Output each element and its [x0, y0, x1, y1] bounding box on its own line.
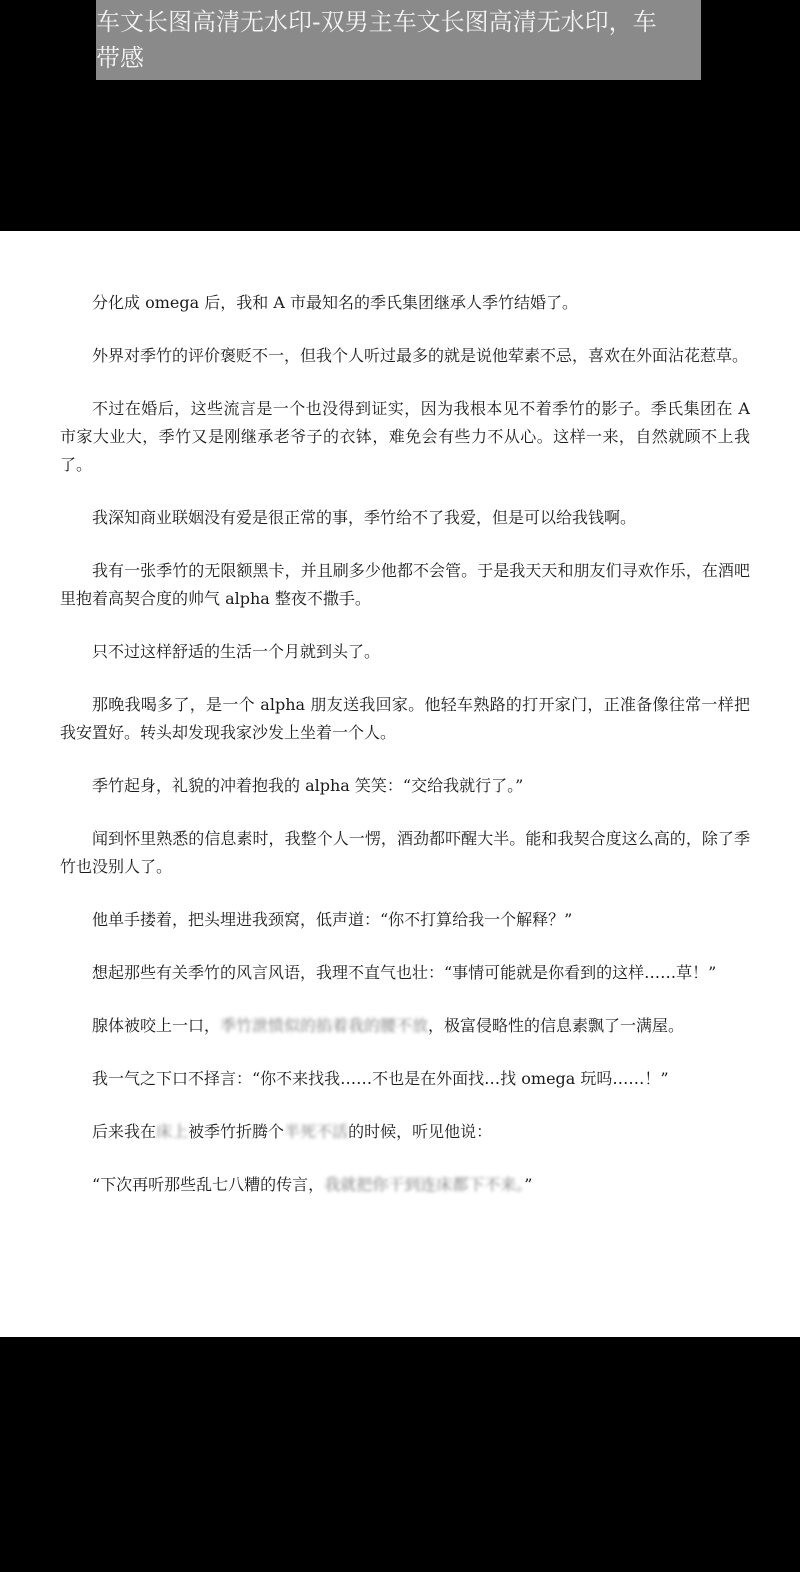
paragraph-12: [60, 1012, 750, 1040]
paragraph-14-blur2: 半死不活: [284, 1122, 349, 1141]
paragraph-1: 分化成 omega 后，我和 A 市最知名的季氏集团继承人季竹结婚了。: [92, 293, 578, 312]
paragraph-13: 我一气之下口不择言：“你不来找我……不也是在外面找…找 omega 玩吗……！”: [92, 1069, 669, 1088]
article-page: [0, 231, 800, 1337]
paragraph-2: 外界对季竹的评价褒贬不一，但我个人听过最多的就是说他荤素不忌，喜欢在外面沾花惹草。: [92, 346, 749, 365]
paragraph-6: 只不过这样舒适的生活一个月就到头了。: [92, 642, 381, 661]
article-text: [60, 289, 750, 1224]
paragraph-12-after: ，极富侵略性的信息素飘了一满屋。: [428, 1016, 685, 1035]
paragraph-5: 我有一张季竹的无限额黑卡，并且刷多少他都不会管。于是我天天和朋友们寻欢作乐，在酒吧里抱着高契合度的帅气 alpha 整夜不撒手。: [60, 561, 750, 608]
paragraph-14-blur1: 床上: [156, 1122, 189, 1141]
title-line-1: 车文长图高清无水印-双男主车文长图高清无水印，车: [96, 8, 657, 36]
paragraph-14-part3: 的时候，听见他说：: [348, 1122, 493, 1141]
paragraph-3: 不过在婚后，这些流言是一个也没得到证实，因为我根本见不着季竹的影子。季氏集团在 A 市家大业大，季竹又是刚继承老爷子的衣钵，难免会有些力不从心。这样一来，自然就顾不上我了。: [60, 399, 750, 474]
paragraph-14-part2: 被季竹折腾个: [188, 1122, 285, 1141]
paragraph-15-after: ”: [524, 1175, 533, 1194]
paragraph-15: [60, 1171, 750, 1199]
paragraph-15-blurred: 我就把你干到连床都下不来。: [324, 1175, 525, 1194]
paragraph-14-part1: 后来我在: [92, 1122, 157, 1141]
paragraph-7: 那晚我喝多了，是一个 alpha 朋友送我回家。他轻车熟路的打开家门，正准备像往常一样把我安置好。转头却发现我家沙发上坐着一个人。: [60, 695, 750, 742]
paragraph-12-before: 腺体被咬上一口，: [92, 1016, 221, 1035]
paragraph-9: 闻到怀里熟悉的信息素时，我整个人一愣，酒劲都吓醒大半。能和我契合度这么高的，除了季竹也没别人了。: [60, 829, 750, 876]
paragraph-15-before: “下次再听那些乱七八糟的传言，: [92, 1175, 325, 1194]
paragraph-14: [60, 1118, 750, 1146]
title-line-2: 带感: [96, 44, 144, 72]
paragraph-4: 我深知商业联姻没有爱是很正常的事，季竹给不了我爱，但是可以给我钱啊。: [92, 508, 637, 527]
paragraph-11: 想起那些有关季竹的风言风语，我理不直气也壮：“事情可能就是你看到的这样……草！”: [92, 963, 717, 982]
paragraph-12-blurred: 季竹泄愤似的掐着我的腰不放: [220, 1016, 429, 1035]
title-banner: [96, 0, 701, 80]
paragraph-8: 季竹起身，礼貌的冲着抱我的 alpha 笑笑：“交给我就行了。”: [92, 776, 524, 795]
paragraph-10: 他单手搂着，把头埋进我颈窝，低声道：“你不打算给我一个解释？”: [92, 910, 573, 929]
